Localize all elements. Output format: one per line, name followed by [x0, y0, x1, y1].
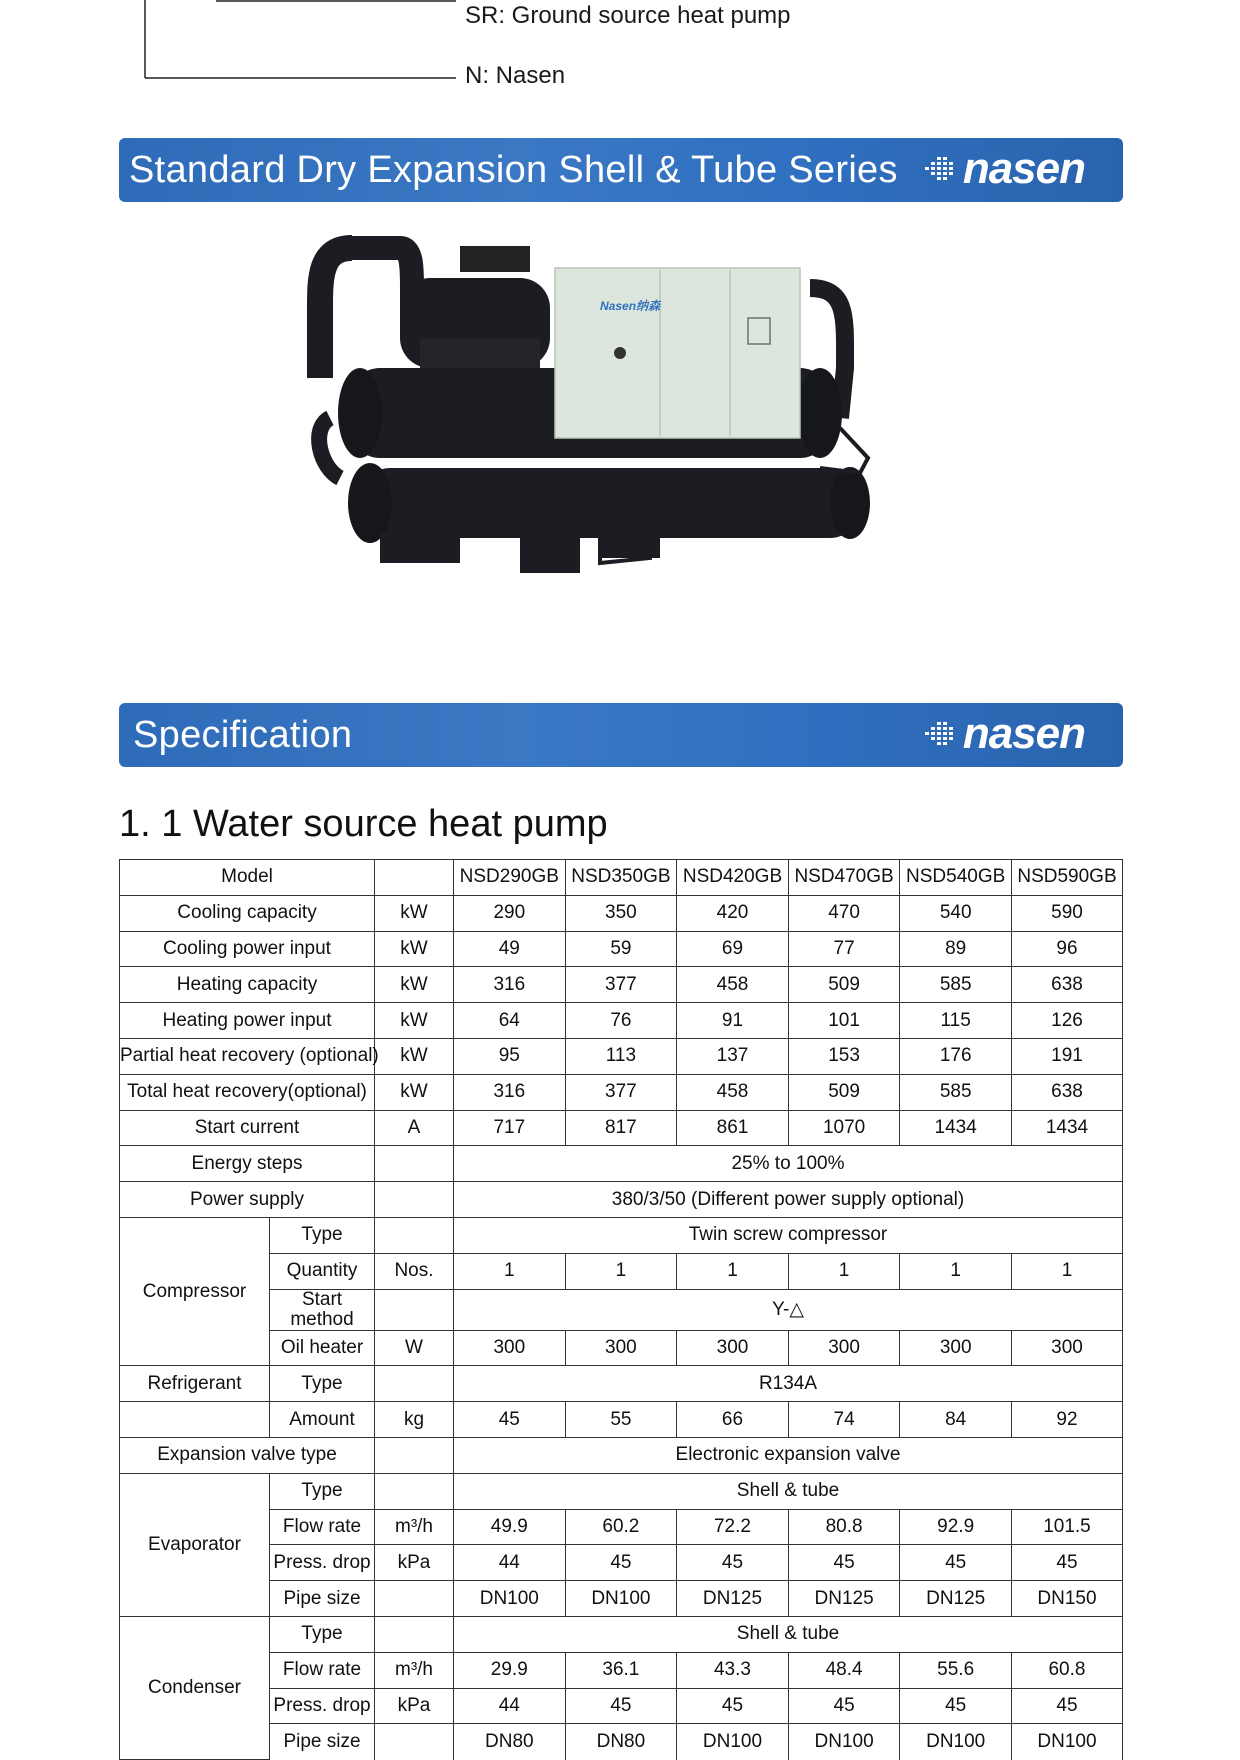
- value-cell: DN80: [565, 1724, 677, 1760]
- table-row: [120, 1038, 1123, 1074]
- table-row: [120, 1366, 1123, 1402]
- value-cell: 1: [1011, 1253, 1122, 1289]
- nasen-logo: [923, 146, 1085, 192]
- sub-label: Type: [270, 1217, 375, 1253]
- table-row: [120, 1217, 1123, 1253]
- product-photo: [300, 228, 980, 648]
- value-cell: 126: [1011, 1003, 1122, 1039]
- value-cell: 300: [677, 1330, 789, 1366]
- merged-value-cell: Twin screw compressor: [454, 1217, 1123, 1253]
- value-cell: 585: [900, 967, 1012, 1003]
- unit-cell: [375, 1366, 454, 1402]
- value-cell: 92.9: [900, 1509, 1012, 1545]
- value-cell: 36.1: [565, 1652, 677, 1688]
- group-label-compressor: Compressor: [120, 1217, 270, 1365]
- sub-label: Oil heater: [270, 1330, 375, 1366]
- value-cell: 64: [454, 1003, 566, 1039]
- value-cell: 717: [454, 1110, 566, 1146]
- value-cell: 91: [677, 1003, 789, 1039]
- unit-cell: [375, 1182, 454, 1218]
- unit-cell: kW: [375, 895, 454, 931]
- unit-cell: kPa: [375, 1688, 454, 1724]
- unit-cell: [375, 1146, 454, 1182]
- sub-label: Amount: [270, 1402, 375, 1438]
- value-cell: 29.9: [454, 1652, 566, 1688]
- value-cell: 316: [454, 967, 566, 1003]
- value-cell: 69: [677, 931, 789, 967]
- table-row: [120, 895, 1123, 931]
- value-cell: 861: [677, 1110, 789, 1146]
- unit-cell: [375, 1724, 454, 1760]
- unit-cell: [375, 860, 454, 896]
- row-label: Energy steps: [120, 1146, 375, 1182]
- spec-banner: [119, 703, 1123, 767]
- value-cell: 96: [1011, 931, 1122, 967]
- model-cell: NSD590GB: [1011, 860, 1122, 896]
- value-cell: 44: [454, 1545, 566, 1581]
- value-cell: 1: [900, 1253, 1012, 1289]
- sub-label: Quantity: [270, 1253, 375, 1289]
- table-row: [120, 1616, 1123, 1652]
- value-cell: 1: [565, 1253, 677, 1289]
- unit-cell: [375, 1437, 454, 1473]
- unit-cell: kW: [375, 931, 454, 967]
- unit-cell: m³/h: [375, 1509, 454, 1545]
- value-cell: 1434: [900, 1110, 1012, 1146]
- value-cell: 77: [788, 931, 900, 967]
- table-row: [120, 1473, 1123, 1509]
- logo-text: nasen: [962, 144, 1085, 193]
- logo-mark-icon: [923, 721, 957, 747]
- value-cell: 45: [900, 1688, 1012, 1724]
- sub-label: Type: [270, 1366, 375, 1402]
- merged-value-cell: R134A: [454, 1366, 1123, 1402]
- row-label: Power supply: [120, 1182, 375, 1218]
- value-cell: 290: [454, 895, 566, 931]
- value-cell: 89: [900, 931, 1012, 967]
- value-cell: 45: [900, 1545, 1012, 1581]
- empty-cell: [120, 1402, 270, 1438]
- table-row: [120, 967, 1123, 1003]
- merged-value-cell: 25% to 100%: [454, 1146, 1123, 1182]
- table-row: [120, 931, 1123, 967]
- table-row: [120, 1509, 1123, 1545]
- legend-n: N: Nasen: [465, 62, 566, 89]
- value-cell: 300: [788, 1330, 900, 1366]
- unit-cell: kW: [375, 1038, 454, 1074]
- value-cell: 316: [454, 1074, 566, 1110]
- value-cell: 817: [565, 1110, 677, 1146]
- table-row: [120, 1652, 1123, 1688]
- value-cell: 300: [565, 1330, 677, 1366]
- unit-cell: kW: [375, 967, 454, 1003]
- table-row: [120, 1402, 1123, 1438]
- value-cell: 153: [788, 1038, 900, 1074]
- sub-label: Type: [270, 1616, 375, 1652]
- series-banner-title: Standard Dry Expansion Shell & Tube Series: [129, 149, 898, 191]
- table-row: [120, 1253, 1123, 1289]
- value-cell: 1: [454, 1253, 566, 1289]
- value-cell: 1434: [1011, 1110, 1122, 1146]
- row-label: Heating power input: [120, 1003, 375, 1039]
- value-cell: 540: [900, 895, 1012, 931]
- model-cell: NSD470GB: [788, 860, 900, 896]
- unit-cell: kW: [375, 1074, 454, 1110]
- value-cell: 509: [788, 967, 900, 1003]
- model-cell: NSD540GB: [900, 860, 1012, 896]
- sub-label: Type: [270, 1473, 375, 1509]
- row-label: Partial heat recovery (optional): [120, 1038, 375, 1074]
- table-row: [120, 1545, 1123, 1581]
- model-cell: NSD350GB: [565, 860, 677, 896]
- value-cell: DN100: [900, 1724, 1012, 1760]
- value-cell: 377: [565, 1074, 677, 1110]
- value-cell: 638: [1011, 1074, 1122, 1110]
- unit-cell: [375, 1616, 454, 1652]
- value-cell: 60.8: [1011, 1652, 1122, 1688]
- group-label-condenser: Condenser: [120, 1616, 270, 1759]
- table-row: [120, 1688, 1123, 1724]
- row-label: Heating capacity: [120, 967, 375, 1003]
- table-row-model: [120, 860, 1123, 896]
- value-cell: 1070: [788, 1110, 900, 1146]
- section-heading: 1. 1 Water source heat pump: [119, 803, 608, 845]
- value-cell: 45: [788, 1688, 900, 1724]
- row-label: Expansion valve type: [120, 1437, 375, 1473]
- table-row: [120, 1289, 1123, 1330]
- unit-cell: kW: [375, 1003, 454, 1039]
- value-cell: DN100: [1011, 1724, 1122, 1760]
- value-cell: DN125: [677, 1581, 789, 1617]
- value-cell: 45: [1011, 1545, 1122, 1581]
- value-cell: 80.8: [788, 1509, 900, 1545]
- value-cell: DN125: [900, 1581, 1012, 1617]
- value-cell: 44: [454, 1688, 566, 1724]
- unit-cell: [375, 1473, 454, 1509]
- legend-sr: SR: Ground source heat pump: [465, 2, 791, 29]
- value-cell: 470: [788, 895, 900, 931]
- sub-label: Flow rate: [270, 1509, 375, 1545]
- value-cell: DN100: [677, 1724, 789, 1760]
- value-cell: 49.9: [454, 1509, 566, 1545]
- unit-cell: Nos.: [375, 1253, 454, 1289]
- row-label: Start current: [120, 1110, 375, 1146]
- value-cell: 300: [454, 1330, 566, 1366]
- sub-label: Pipe size: [270, 1581, 375, 1617]
- merged-value-cell: Electronic expansion valve: [454, 1437, 1123, 1473]
- value-cell: 191: [1011, 1038, 1122, 1074]
- unit-cell: [375, 1581, 454, 1617]
- value-cell: 350: [565, 895, 677, 931]
- value-cell: DN100: [565, 1581, 677, 1617]
- value-cell: 458: [677, 1074, 789, 1110]
- value-cell: 585: [900, 1074, 1012, 1110]
- model-cell: NSD290GB: [454, 860, 566, 896]
- table-row: [120, 1146, 1123, 1182]
- value-cell: 45: [565, 1688, 677, 1724]
- value-cell: DN80: [454, 1724, 566, 1760]
- value-cell: 590: [1011, 895, 1122, 931]
- value-cell: 101.5: [1011, 1509, 1122, 1545]
- sub-label: Flow rate: [270, 1652, 375, 1688]
- logo-text: nasen: [962, 709, 1085, 758]
- value-cell: 72.2: [677, 1509, 789, 1545]
- row-label: Total heat recovery(optional): [120, 1074, 375, 1110]
- series-banner: [119, 138, 1123, 202]
- unit-cell: A: [375, 1110, 454, 1146]
- value-cell: 45: [1011, 1688, 1122, 1724]
- value-cell: DN150: [1011, 1581, 1122, 1617]
- table-row: [120, 1437, 1123, 1473]
- spec-table: [119, 859, 1123, 1760]
- value-cell: DN125: [788, 1581, 900, 1617]
- table-row: [120, 1110, 1123, 1146]
- group-label-refrigerant: Refrigerant: [120, 1366, 270, 1402]
- sub-label: Start method: [270, 1289, 375, 1330]
- model-label: Model: [120, 860, 375, 896]
- value-cell: 638: [1011, 967, 1122, 1003]
- panel-logo: Nasen纳森: [600, 299, 661, 313]
- value-cell: 55.6: [900, 1652, 1012, 1688]
- value-cell: DN100: [454, 1581, 566, 1617]
- row-label: Cooling capacity: [120, 895, 375, 931]
- value-cell: 300: [1011, 1330, 1122, 1366]
- value-cell: 92: [1011, 1402, 1122, 1438]
- unit-cell: m³/h: [375, 1652, 454, 1688]
- logo-mark-icon: [923, 156, 957, 182]
- value-cell: 55: [565, 1402, 677, 1438]
- value-cell: 377: [565, 967, 677, 1003]
- value-cell: 420: [677, 895, 789, 931]
- table-row: [120, 1330, 1123, 1366]
- value-cell: 45: [788, 1545, 900, 1581]
- value-cell: 49: [454, 931, 566, 967]
- value-cell: 101: [788, 1003, 900, 1039]
- sub-label: Press. drop: [270, 1545, 375, 1581]
- value-cell: 76: [565, 1003, 677, 1039]
- merged-value-cell: Y-△: [454, 1289, 1123, 1330]
- merged-value-cell: Shell & tube: [454, 1473, 1123, 1509]
- value-cell: 59: [565, 931, 677, 967]
- value-cell: 300: [900, 1330, 1012, 1366]
- unit-cell: kPa: [375, 1545, 454, 1581]
- merged-value-cell: 380/3/50 (Different power supply optional): [454, 1182, 1123, 1218]
- value-cell: 458: [677, 967, 789, 1003]
- unit-cell: [375, 1289, 454, 1330]
- value-cell: 509: [788, 1074, 900, 1110]
- value-cell: 43.3: [677, 1652, 789, 1688]
- value-cell: 45: [565, 1545, 677, 1581]
- value-cell: 84: [900, 1402, 1012, 1438]
- row-label: Cooling power input: [120, 931, 375, 967]
- model-cell: NSD420GB: [677, 860, 789, 896]
- nasen-logo: [923, 711, 1085, 757]
- value-cell: 1: [788, 1253, 900, 1289]
- value-cell: 95: [454, 1038, 566, 1074]
- spec-banner-title: Specification: [133, 714, 353, 756]
- value-cell: 113: [565, 1038, 677, 1074]
- value-cell: 60.2: [565, 1509, 677, 1545]
- table-row: [120, 1074, 1123, 1110]
- table-row: [120, 1581, 1123, 1617]
- unit-cell: W: [375, 1330, 454, 1366]
- unit-cell: kg: [375, 1402, 454, 1438]
- merged-value-cell: Shell & tube: [454, 1616, 1123, 1652]
- value-cell: 45: [677, 1688, 789, 1724]
- unit-cell: [375, 1217, 454, 1253]
- value-cell: 66: [677, 1402, 789, 1438]
- value-cell: 48.4: [788, 1652, 900, 1688]
- value-cell: 137: [677, 1038, 789, 1074]
- group-label-evaporator: Evaporator: [120, 1473, 270, 1616]
- value-cell: 74: [788, 1402, 900, 1438]
- sub-label: Pipe size: [270, 1724, 375, 1760]
- value-cell: 176: [900, 1038, 1012, 1074]
- table-row: [120, 1724, 1123, 1760]
- value-cell: 115: [900, 1003, 1012, 1039]
- sub-label: Press. drop: [270, 1688, 375, 1724]
- value-cell: 45: [454, 1402, 566, 1438]
- value-cell: 1: [677, 1253, 789, 1289]
- table-row: [120, 1182, 1123, 1218]
- value-cell: DN100: [788, 1724, 900, 1760]
- table-row: [120, 1003, 1123, 1039]
- value-cell: 45: [677, 1545, 789, 1581]
